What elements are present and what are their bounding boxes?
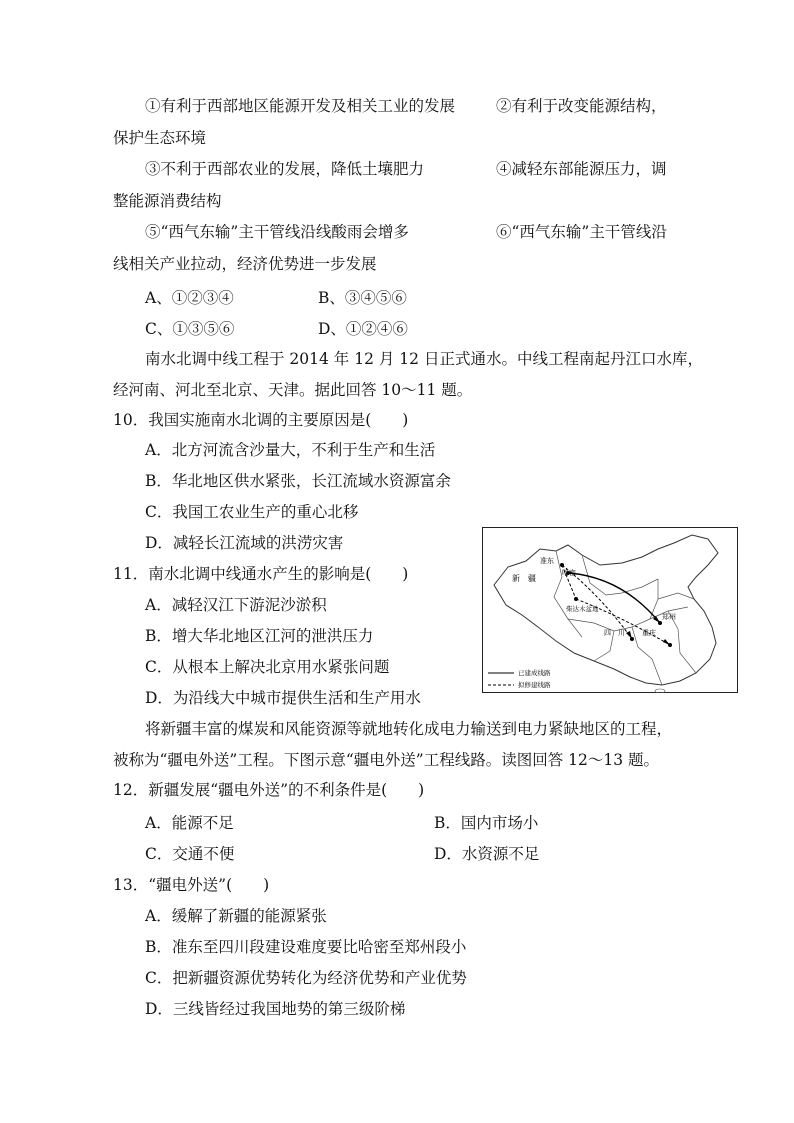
q11-option-a: A．减轻汉江下游泥沙淤积: [145, 596, 327, 614]
q12-option-a: A．能源不足: [145, 814, 234, 832]
q10-option-b: B．华北地区供水紧张，长江流域水资源富余: [145, 472, 451, 490]
q13-option-d: D．三线皆经过我国地势的第三级阶梯: [145, 1000, 406, 1018]
q12-option-b: B．国内市场小: [434, 814, 539, 832]
q10-stem: 10．我国实施南水北调的主要原因是( ): [113, 411, 409, 429]
q9-statement-2: ②有利于改变能源结构，: [496, 97, 667, 115]
q9-statement-5: ⑤“西气东输”主干管线沿线酸雨会增多: [145, 223, 409, 241]
label-hami: 哈密: [562, 569, 576, 577]
q9-statement-3: ③不利于西部农业的发展，降低土壤肥力: [145, 160, 425, 178]
legend-built: 已建成线路: [518, 669, 551, 677]
q9-statement-1: ①有利于西部地区能源开发及相关工业的发展: [145, 97, 456, 115]
q9-statement-4-cont: 整能源消费结构: [113, 192, 222, 210]
passage-power-line1: 将新疆丰富的煤炭和风能资源等就地转化成电力输送到电力紧缺地区的工程，: [145, 720, 673, 738]
q10-option-a: A．北方河流含沙量大，不利于生产和生活: [145, 441, 436, 459]
label-zhundong: 准东: [540, 557, 554, 565]
q10-option-d: D．减轻长江流域的洪涝灾害: [145, 534, 344, 552]
q9-option-a: A、①②③④: [145, 289, 234, 307]
q9-option-c: C、①③⑤⑥: [145, 320, 235, 338]
q10-option-c: C．我国工农业生产的重心北移: [145, 503, 359, 521]
passage-power-line2: 被称为“疆电外送”工程。下图示意“疆电外送”工程线路。读图回答 12～13 题。: [113, 751, 659, 769]
label-qaidam: 柴达木盆地: [566, 605, 599, 613]
q9-statement-4: ④减轻东部能源压力，调: [496, 160, 667, 178]
q11-option-d: D．为沿线大中城市提供生活和生产用水: [145, 689, 421, 707]
q9-statement-6: ⑥“西气东输”主干管线沿: [496, 223, 667, 241]
label-xinjiang: 新 疆: [512, 574, 536, 583]
q12-option-d: D．水资源不足: [434, 845, 540, 863]
q13-stem: 13．“疆电外送”( ): [113, 876, 270, 894]
q9-statement-2-cont: 保护生态环境: [113, 129, 207, 147]
label-sichuan: 四 川: [604, 629, 625, 637]
q9-option-d: D、①②④⑥: [318, 320, 408, 338]
q11-option-c: C．从根本上解决北京用水紧张问题: [145, 658, 390, 676]
q13-option-b: B．准东至四川段建设难度要比哈密至郑州段小: [145, 938, 467, 956]
q12-stem: 12．新疆发展“疆电外送”的不利条件是( ): [113, 781, 425, 799]
q9-option-b: B、③④⑤⑥: [318, 289, 407, 307]
q11-option-b: B．增大华北地区江河的泄洪压力: [145, 627, 374, 645]
q9-statement-6-cont: 线相关产业拉动，经济优势进一步发展: [113, 255, 377, 273]
passage-south-north-line2: 经河南、河北至北京、天津。据此回答 10～11 题。: [113, 381, 473, 399]
legend-planned: 拟修建线路: [518, 681, 551, 689]
q13-option-a: A．缓解了新疆的能源紧张: [145, 907, 327, 925]
label-chongqing: 重庆: [642, 629, 656, 637]
q12-option-c: C．交通不便: [145, 845, 235, 863]
label-zhengzhou: 郑州: [662, 613, 676, 621]
power-transmission-map: [482, 527, 738, 693]
q11-stem: 11．南水北调中线通水产生的影响是( ): [113, 565, 409, 583]
passage-south-north-line1: 南水北调中线工程于 2014 年 12 月 12 日正式通水。中线工程南起丹江口水库，: [145, 350, 703, 368]
q13-option-c: C．把新疆资源优势转化为经济优势和产业优势: [145, 969, 467, 987]
